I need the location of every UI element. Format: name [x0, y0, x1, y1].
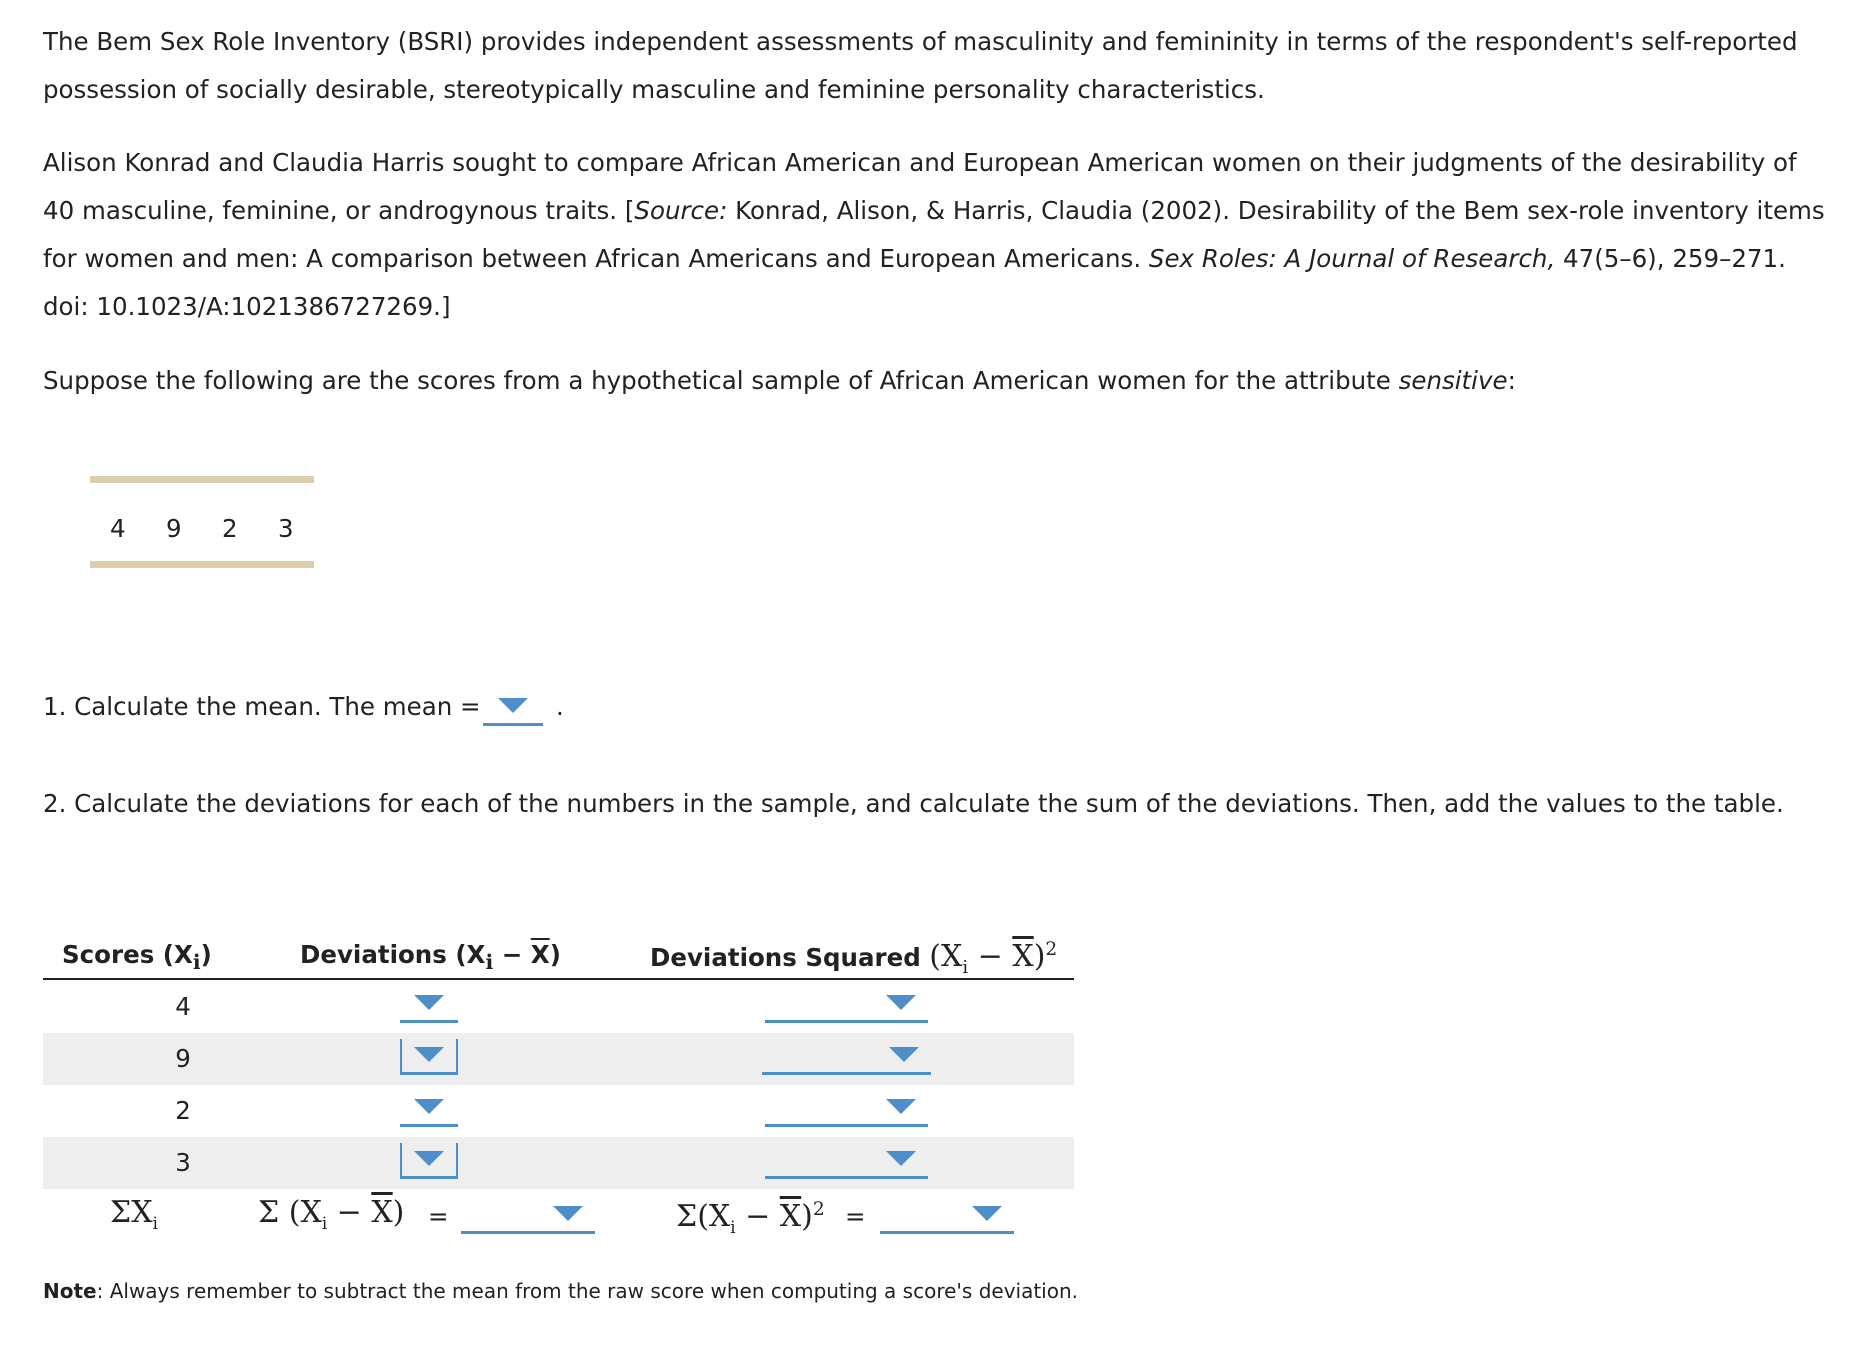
score-cell: 9 [175, 1044, 191, 1073]
score-cell: 3 [175, 1148, 191, 1177]
chevron-down-icon [886, 1151, 916, 1166]
intro-paragraph-3 [43, 357, 1833, 405]
sample-value: 3 [278, 514, 294, 543]
note-text: : Always remember to subtract the mean from the raw score when computing a score's deviation. [96, 1279, 1079, 1303]
question-2-text: 2. Calculate the deviations for each of the numbers in the sample, and calculate the sum of the deviations. Then, add the values to the table. [43, 789, 1784, 818]
equals-sign: = [428, 1202, 449, 1231]
source-label: Source: [634, 196, 728, 225]
note [43, 1276, 1078, 1306]
chevron-down-icon [553, 1206, 583, 1221]
sum-deviations-label: Σ $(X_i - \overline{X})$ [258, 1195, 405, 1233]
deviation-dropdown[interactable] [400, 1039, 458, 1075]
score-cell: 4 [175, 992, 191, 1021]
intro-paragraph-1 [43, 18, 1833, 114]
question-2 [43, 780, 1784, 828]
squared-deviation-dropdown[interactable] [762, 1039, 931, 1075]
score-cell: 2 [175, 1096, 191, 1125]
question-1-text: 1. Calculate the mean. The mean = [43, 692, 481, 721]
sample-value: 2 [222, 514, 238, 543]
sum-deviations-dropdown[interactable] [461, 1198, 595, 1234]
sum-squared-label: $\Sigma(X_i - \overline{X})^2$ [676, 1199, 825, 1237]
chevron-down-icon [886, 995, 916, 1010]
chevron-down-icon [414, 1047, 444, 1062]
intro-text-2a: Alison Konrad and Claudia Harris sought to compare African American and European American women on their judgments of the desirability of 40 masculine, feminine, or androgynous traits. [ [43, 148, 1797, 225]
equals-sign: = [845, 1202, 866, 1231]
attribute-name: sensitive [1398, 366, 1508, 395]
intro-paragraph-2 [43, 139, 1833, 331]
journal-title: Sex Roles: A Journal of Research, [1148, 244, 1556, 273]
scores-column-header: Scores $(X_i)$ [62, 940, 212, 974]
sum-scores-label: $\Sigma X_i$ [110, 1195, 158, 1233]
intro-text-1: The Bem Sex Role Inventory (BSRI) provides independent assessments of masculinity and femininity in terms of the respondent's self-reported possession of socially desirable, stereotypically masculine and feminine personality characteristics. [43, 27, 1798, 104]
chevron-down-icon [889, 1047, 919, 1062]
squared-deviation-dropdown[interactable] [765, 1143, 928, 1179]
chevron-down-icon [886, 1099, 916, 1114]
squared-deviation-dropdown[interactable] [765, 1091, 928, 1127]
citation-text: Konrad, Alison, & Harris, Claudia (2002). Desirability of the Bem sex-role inventory items for women and men: A comparison between African Americans and European Americans. [43, 196, 1825, 273]
sample-scores-box [90, 476, 314, 568]
note-label: Note [43, 1279, 97, 1303]
deviations-column-header: Deviations $(X_i - \overline{X})$ [300, 940, 561, 974]
header-rule [43, 978, 1074, 980]
mean-dropdown[interactable] [483, 690, 543, 726]
chevron-down-icon [414, 1099, 444, 1114]
chevron-down-icon [414, 995, 444, 1010]
question-1 [43, 683, 481, 731]
squared-column-header: Deviations Squared $(X_i - \overline{X})^2$ [650, 939, 1058, 978]
intro-text-3b: : [1507, 366, 1516, 395]
squared-deviation-dropdown[interactable] [765, 987, 928, 1023]
chevron-down-icon [498, 698, 528, 713]
chevron-down-icon [972, 1206, 1002, 1221]
deviation-dropdown[interactable] [400, 1091, 458, 1127]
chevron-down-icon [414, 1151, 444, 1166]
deviation-dropdown[interactable] [400, 1143, 458, 1179]
intro-text-3a: Suppose the following are the scores from a hypothetical sample of African American women for the attribute [43, 366, 1399, 395]
sample-value: 9 [166, 514, 182, 543]
question-1-period: . [556, 692, 564, 721]
citation-end: 47(5–6), 259–271. doi: 10.1023/A:1021386727269.] [43, 244, 1786, 321]
deviation-dropdown[interactable] [400, 987, 458, 1023]
sample-value: 4 [110, 514, 126, 543]
sum-squared-dropdown[interactable] [880, 1198, 1014, 1234]
